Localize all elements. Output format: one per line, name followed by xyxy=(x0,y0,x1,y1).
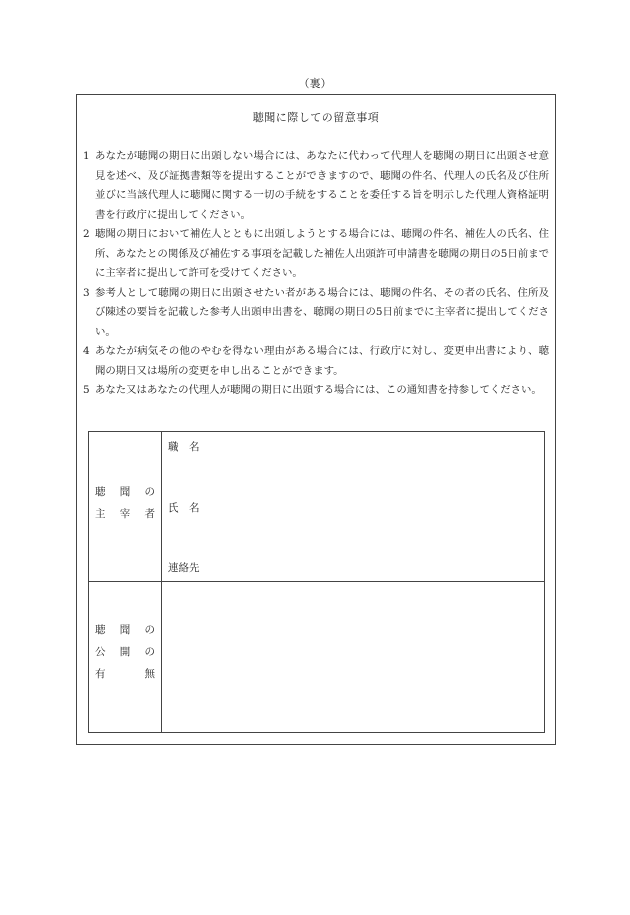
item-number: 2 xyxy=(83,228,90,240)
notice-item-1 xyxy=(83,147,549,225)
presiding-officer-label xyxy=(89,432,162,582)
item-text: あなた又はあなたの代理人が聴聞の期日に出頭する場合には、この通知書を持参してください。 xyxy=(95,384,542,396)
hearing-info-table xyxy=(88,431,545,733)
item-text: 聴聞の期日において補佐人とともに出頭しようとする場合には、聴聞の件名、補佐人の氏名、住所、あなたとの関係及び補佐する事項を記載した補佐人出頭許可申請書を聴聞の期日の5日前までに主宰者に提出して許可を受けてください。 xyxy=(95,228,549,279)
name-field-label: 氏 名 xyxy=(168,502,200,514)
notice-item-4 xyxy=(83,342,549,381)
side-label: （裏） xyxy=(298,77,332,90)
item-text: あなたが病気その他のやむを得ない理由がある場合には、行政庁に対し、変更申出書により、聴聞の期日又は場所の変更を申し出ることができます。 xyxy=(95,345,549,377)
label-line: 主 宰 者 xyxy=(95,508,155,520)
notice-item-2 xyxy=(83,225,549,284)
item-number: 1 xyxy=(83,150,90,162)
item-text: あなたが聴聞の期日に出頭しない場合には、あなたに代わって代理人を聴聞の期日に出頭させ意見を述べ、及び証拠書類等を提出することができますので、聴聞の件名、代理人の氏名及び住所並びに当該代理人に聴聞に関する一切の手続をすることを委任する旨を明示した代理人資格証明書を行政庁に提出してください。 xyxy=(95,150,549,221)
label-line: 有 無 xyxy=(95,668,155,680)
public-disclosure-value[interactable] xyxy=(162,582,545,733)
item-number: 5 xyxy=(83,384,90,396)
item-number: 3 xyxy=(83,286,90,299)
label-line: 公 開 の xyxy=(95,646,155,658)
public-disclosure-label xyxy=(89,582,162,733)
public-disclosure-row xyxy=(89,582,545,733)
notice-item-3 xyxy=(83,284,549,343)
item-text: 参考人として聴聞の期日に出頭させたい者がある場合には、聴聞の件名、その者の氏名、住所及び陳述の要旨を記載した参考人出頭申出書を、聴聞の期日の5日前までに主宰者に提出してください。 xyxy=(95,286,549,338)
label-line: 聴 聞 の xyxy=(95,486,155,498)
notice-heading: 聴聞に際しての留意事項 xyxy=(252,111,380,124)
item-number: 4 xyxy=(83,345,90,357)
notice-item-5 xyxy=(83,381,549,401)
presiding-officer-row xyxy=(89,432,545,582)
presiding-officer-value[interactable] xyxy=(162,432,545,582)
contact-field-label: 連絡先 xyxy=(168,562,200,574)
label-line: 聴 聞 の xyxy=(95,624,155,636)
notice-items xyxy=(83,147,549,401)
title-field-label: 職 名 xyxy=(168,441,200,453)
notice-frame xyxy=(76,94,556,745)
